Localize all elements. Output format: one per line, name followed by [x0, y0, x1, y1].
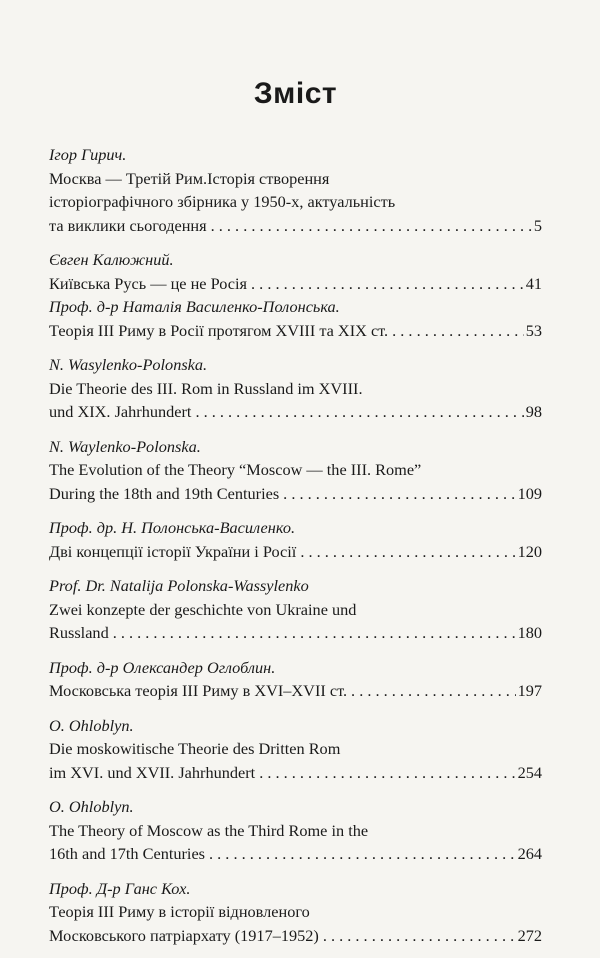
leader-dots	[251, 272, 524, 296]
toc-title-final-line	[49, 679, 542, 703]
toc-title-final-line	[49, 400, 542, 424]
toc-author: Проф. д-р Наталія Василенко-Полонська.	[49, 297, 340, 316]
toc-author: Євген Калюжний.	[49, 250, 174, 269]
toc-title-line: Russland	[49, 623, 109, 642]
page-number: 98	[525, 402, 542, 421]
toc-title-final-line	[49, 842, 542, 866]
toc-title-line: The Theory of Moscow as the Third Rome in the	[49, 820, 369, 840]
toc-title-line: Die Theorie des III. Rom in Russland im XVIII.	[49, 378, 363, 398]
page-number: 264	[517, 844, 542, 863]
toc-title-final-line	[49, 924, 542, 948]
toc-title-line: Теорія III Риму в історії відновленого	[49, 902, 310, 921]
toc-entry	[49, 574, 542, 645]
toc-entry	[49, 714, 542, 785]
toc-title-line: im XVI. und XVII. Jahrhundert	[49, 762, 256, 782]
toc-entry	[49, 248, 542, 295]
toc-title-final-line	[49, 214, 542, 238]
leader-dots	[211, 214, 532, 238]
toc-title-final-line	[49, 319, 542, 343]
toc-title-line: Московського патріархату (1917–1952)	[49, 925, 319, 945]
leader-dots	[323, 924, 516, 948]
page-number: 5	[533, 215, 542, 235]
page-number: 109	[517, 483, 542, 503]
toc-title-final-line	[49, 540, 542, 564]
toc-title-final-line	[49, 621, 542, 645]
toc-author: O. Ohloblyn.	[49, 797, 134, 816]
toc-author: O. Ohloblyn.	[49, 715, 134, 735]
toc-title-line: The Evolution of the Theory “Moscow — the III. Rome”	[49, 460, 422, 479]
toc-author: Проф. д-р Олександер Оглоблин.	[49, 657, 276, 677]
page-number: 254	[517, 762, 542, 782]
page-number: 53	[525, 320, 542, 340]
leader-dots	[283, 482, 515, 506]
toc-author: Проф. др. Н. Полонська-Василенко.	[49, 518, 296, 537]
page-title: Зміст	[253, 77, 338, 110]
leader-dots	[259, 761, 515, 785]
toc-title-final-line	[49, 482, 542, 506]
toc-title-line: 16th and 17th Centuries	[49, 844, 206, 863]
toc-entry	[49, 295, 542, 342]
toc-title-line: Київська Русь — це не Росія	[49, 273, 248, 293]
toc-entry	[49, 656, 542, 703]
toc-entry	[49, 795, 542, 866]
toc-entry	[49, 877, 542, 948]
page-number: 120	[517, 541, 542, 561]
toc-author: Ігор Гирич.	[49, 145, 127, 164]
toc-entry	[49, 516, 542, 563]
toc-title-line: Die moskowitische Theorie des Dritten Rom	[49, 739, 341, 758]
page-number: 272	[517, 925, 542, 945]
page-number: 41	[525, 273, 542, 293]
leader-dots	[209, 842, 516, 866]
toc-entry	[49, 143, 542, 237]
toc-title-line: und XIX. Jahrhundert	[49, 402, 192, 421]
toc-title-line: Дві концепції історії України і Росії	[49, 541, 297, 561]
toc-title-line: Теорія III Риму в Росії протягом XVIII та XIX ст.	[49, 320, 389, 340]
toc-entry	[49, 353, 542, 424]
leader-dots	[195, 400, 523, 424]
toc-title-line: Москва — Третій Рим.Історія створення	[49, 168, 330, 188]
toc-author: Prof. Dr. Natalija Polonska-Wassylenko	[49, 576, 309, 595]
table-of-contents	[49, 143, 542, 958]
toc-title-line: Zwei konzepte der geschichte von Ukraine und	[49, 599, 357, 619]
toc-author: N. Waylenko-Polonska.	[49, 436, 201, 456]
toc-author: Проф. Д-р Ганс Кох.	[49, 878, 191, 898]
toc-title-line: та виклики сьогодення	[49, 215, 207, 235]
toc-title-final-line	[49, 272, 542, 296]
leader-dots	[113, 621, 516, 645]
leader-dots	[351, 679, 516, 703]
page-number: 180	[517, 623, 542, 642]
toc-title-final-line	[49, 761, 542, 785]
leader-dots	[300, 540, 515, 564]
toc-entry	[49, 435, 542, 506]
leader-dots	[392, 319, 524, 343]
toc-author: N. Wasylenko-Polonska.	[49, 355, 208, 374]
toc-title-line: During the 18th and 19th Centuries	[49, 483, 280, 503]
toc-title-line: Московська теорія III Риму в XVI–XVII ст.	[49, 681, 348, 700]
toc-title-line: історіографічного збірника у 1950-х, актуальність	[49, 192, 396, 211]
page-number: 197	[517, 681, 542, 700]
